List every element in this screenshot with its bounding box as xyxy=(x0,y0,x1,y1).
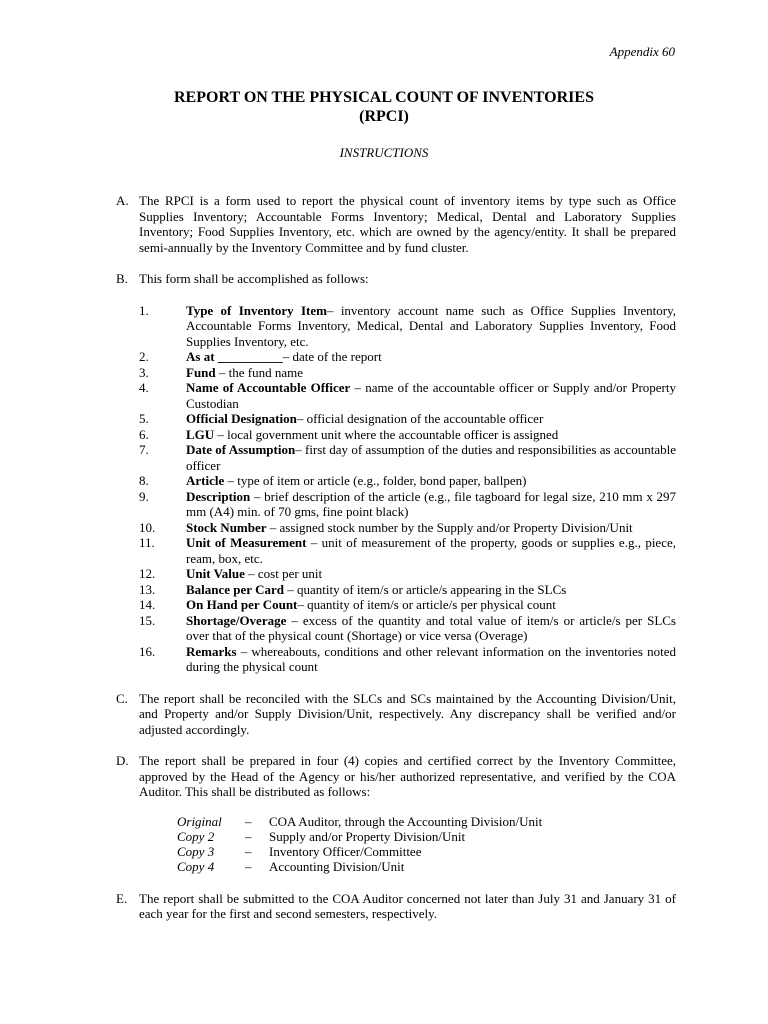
item-term: Date of Assumption xyxy=(186,442,296,457)
list-item xyxy=(139,473,676,489)
appendix-label: Appendix 60 xyxy=(609,44,675,59)
item-number: 6. xyxy=(139,426,149,442)
item-description: – excess of the quantity and total value of item/s or article/s per SLCs over that of the physical count (Shortage) or vice versa (Overage) xyxy=(186,612,676,643)
instructions-heading: INSTRUCTIONS xyxy=(339,145,429,160)
dash-separator: – xyxy=(245,813,252,829)
item-number: 9. xyxy=(139,488,149,504)
copy-recipient: COA Auditor, through the Accounting Division/Unit xyxy=(269,813,543,829)
item-description: – official designation of the accountable officer xyxy=(296,411,544,426)
list-item xyxy=(139,535,676,566)
copy-label: Copy 3 xyxy=(177,844,215,860)
item-description: – assigned stock number by the Supply and/or Property Division/Unit xyxy=(266,519,633,535)
list-item xyxy=(139,380,676,411)
item-number: 1. xyxy=(139,302,149,318)
field-instructions-list xyxy=(139,303,676,675)
section-text: The report shall be prepared in four (4) copies and certified correct by the Inventory Committee, approved by the Head of the Agency or his/her authorized representative, and verified by the COA Auditor. This shall be distributed as follows: xyxy=(139,753,676,799)
section-text: The RPCI is a form used to report the physical count of inventory items by type such as Office Supplies Inventory; Accountable Forms Inventory; Medical, Dental and Laboratory Supplies Inventory; Food Supplies Inventory, etc. which are owned by the agency/entity. It shall be prepared semi-annually by the Inventory Committee and by fund cluster. xyxy=(139,193,676,255)
item-description: – local government unit where the accountable officer is assigned xyxy=(214,426,559,442)
copy-recipient: Supply and/or Property Division/Unit xyxy=(269,828,466,844)
item-term: Description xyxy=(186,488,251,504)
item-term: Fund xyxy=(186,364,216,380)
item-description: – date of the report xyxy=(282,349,382,364)
section-letter: B. xyxy=(116,271,128,286)
copy-label: Copy 2 xyxy=(177,828,215,844)
item-description: – type of item or article (e.g., folder, bond paper, ballpen) xyxy=(224,473,527,488)
item-description: – inventory account name such as Office Supplies Inventory, Accountable Forms Inventory, Medical, Dental and Laboratory Supplies Inventory, Food Supplies Inventory, etc. xyxy=(186,302,676,349)
item-description: – whereabouts, conditions and other relevant information on the inventories noted during the physical count xyxy=(186,643,676,674)
item-number: 10. xyxy=(139,519,156,535)
item-number: 14. xyxy=(139,597,156,612)
item-description: – first day of assumption of the duties and responsibilities as accountable officer xyxy=(186,442,676,473)
list-item xyxy=(139,427,676,443)
list-item xyxy=(139,489,676,520)
item-number: 13. xyxy=(139,581,156,597)
item-term: Official Designation xyxy=(186,411,297,426)
item-term: Shortage/Overage xyxy=(186,612,287,628)
item-term: Article xyxy=(186,473,225,488)
list-item xyxy=(139,597,676,613)
title-line-2: (RPCI) xyxy=(359,108,409,125)
item-description: – the fund name xyxy=(215,364,304,380)
dash-separator: – xyxy=(245,828,252,844)
item-number: 11. xyxy=(139,535,155,550)
dash-separator: – xyxy=(245,844,252,860)
list-item xyxy=(139,303,676,350)
item-number: 12. xyxy=(139,566,156,581)
item-term: LGU xyxy=(186,426,215,442)
item-description: – name of the accountable officer or Supply and/or Property Custodian xyxy=(186,380,677,411)
item-description: – cost per unit xyxy=(244,566,323,581)
item-term: Unit of Measurement xyxy=(186,535,307,550)
item-description: – quantity of item/s or article/s per physical count xyxy=(297,597,556,612)
item-number: 5. xyxy=(139,411,149,426)
list-item xyxy=(139,566,676,582)
section-text: The report shall be submitted to the COA Auditor concerned not later than July 31 and January 31 of each year for the first and second semesters, respectively. xyxy=(139,890,676,922)
list-item xyxy=(139,582,676,598)
item-description: – unit of measurement of the property, goods or supplies e.g., piece, ream, box, etc. xyxy=(186,535,676,566)
section-a xyxy=(116,193,676,255)
distribution-row xyxy=(177,844,676,859)
item-number: 2. xyxy=(139,349,149,364)
section-letter: C. xyxy=(116,690,128,706)
list-item xyxy=(139,613,676,644)
copy-label: Copy 4 xyxy=(177,859,215,875)
copy-recipient: Accounting Division/Unit xyxy=(269,859,405,875)
item-number: 7. xyxy=(139,442,149,457)
distribution-row xyxy=(177,859,676,874)
item-term: Stock Number xyxy=(186,519,267,535)
section-b xyxy=(116,271,676,675)
section-text: The report shall be reconciled with the SLCs and SCs maintained by the Accounting Division/Unit, and Property and/or Supply Division/Unit, respectively. Any discrepancy shall be verified and/or adjusted accordingly. xyxy=(139,690,676,737)
distribution-list xyxy=(177,814,676,875)
section-e xyxy=(116,891,676,922)
item-term: Name of Accountable Officer xyxy=(186,380,351,395)
item-term: Type of Inventory Item xyxy=(186,302,327,318)
list-item xyxy=(139,520,676,536)
item-term: On Hand per Count xyxy=(186,597,298,612)
distribution-row xyxy=(177,814,676,829)
item-number: 15. xyxy=(139,612,156,628)
title-line-1: REPORT ON THE PHYSICAL COUNT OF INVENTORIES xyxy=(174,89,594,106)
copy-recipient: Inventory Officer/Committee xyxy=(269,844,422,860)
section-letter: D. xyxy=(116,753,129,768)
list-item xyxy=(139,349,676,365)
item-term: Balance per Card xyxy=(186,581,284,597)
distribution-row xyxy=(177,829,676,844)
item-number: 4. xyxy=(139,380,149,395)
document-title xyxy=(0,88,768,126)
list-item xyxy=(139,644,676,675)
section-d xyxy=(116,753,676,875)
item-description: – quantity of item/s or article/s appearing in the SLCs xyxy=(283,581,567,597)
list-item xyxy=(139,442,676,473)
list-item xyxy=(139,411,676,427)
section-letter: A. xyxy=(116,193,129,208)
item-term: Unit Value xyxy=(186,566,245,581)
item-number: 3. xyxy=(139,364,149,380)
copy-label: Original xyxy=(177,813,222,829)
instruction-sections xyxy=(116,193,676,922)
item-number: 8. xyxy=(139,473,149,488)
item-number: 16. xyxy=(139,643,156,659)
section-c xyxy=(116,691,676,738)
dash-separator: – xyxy=(245,859,252,875)
list-item xyxy=(139,365,676,381)
item-description: – brief description of the article (e.g., file tagboard for legal size, 210 mm x 297 mm (A4) min. of 70 gms, fine point black) xyxy=(186,488,676,519)
section-text: This form shall be accomplished as follows: xyxy=(139,271,369,286)
section-letter: E. xyxy=(116,890,128,906)
item-term: Remarks xyxy=(186,643,237,659)
item-term: As at __________ xyxy=(186,349,283,364)
